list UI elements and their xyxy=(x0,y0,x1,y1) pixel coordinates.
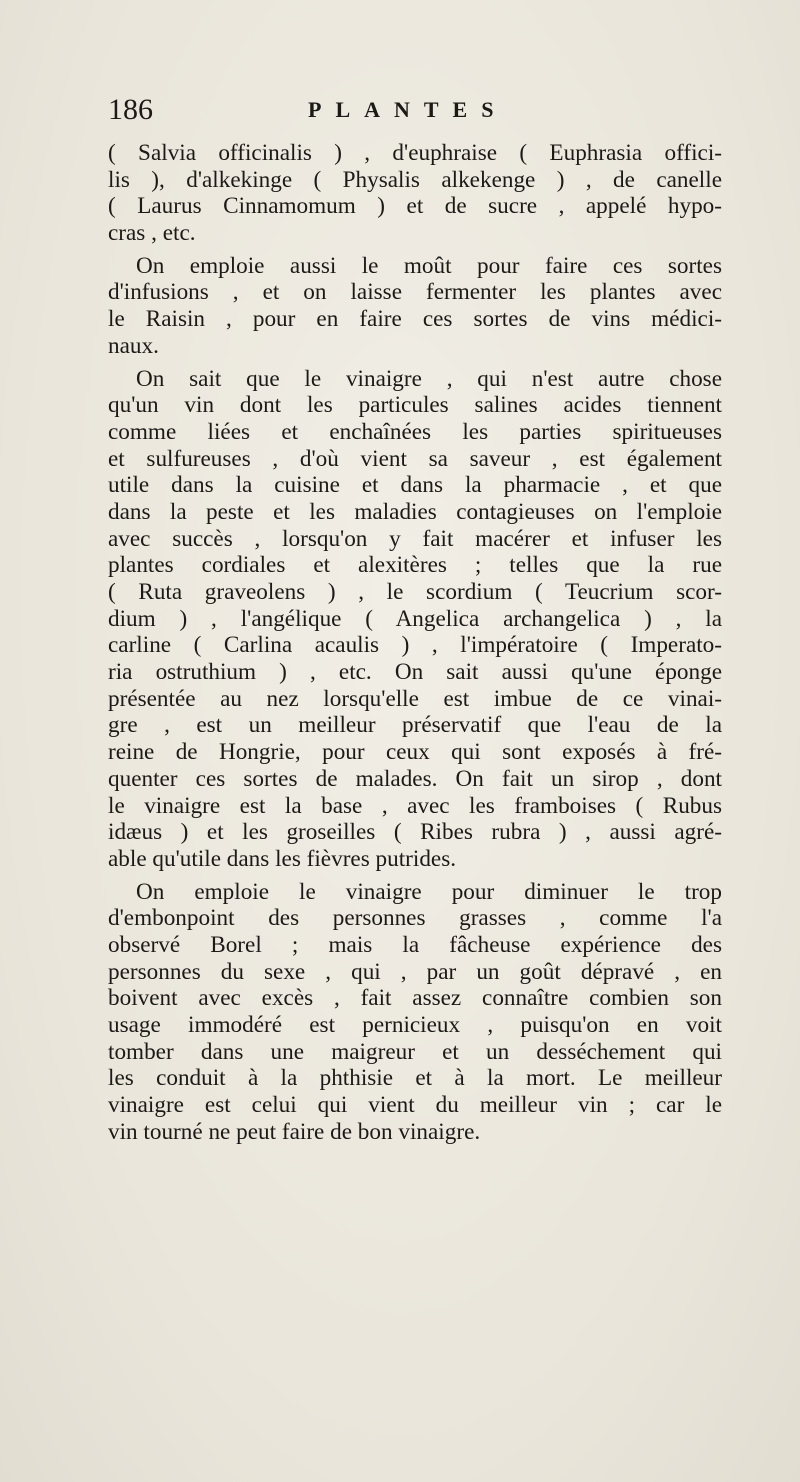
paragraph xyxy=(108,253,722,360)
text-line: observé Borel ; mais la fâcheuse expérience des xyxy=(108,931,722,958)
text-line: ( Ruta graveolens ) , le scordium ( Teucrium scor- xyxy=(108,579,722,605)
text-line: naux. xyxy=(108,332,159,359)
text-line: dium ) , l'angélique ( Angelica archangelica ) , la xyxy=(108,605,722,632)
running-head: PLANTES xyxy=(308,97,508,122)
text-line: ria ostruthium ) , etc. On sait aussi qu'une éponge xyxy=(108,659,722,686)
text-line: qu'un vin dont les particules salines acides tiennent xyxy=(108,392,722,419)
text-line: comme liées et enchaînées les parties spiritueuses xyxy=(108,418,722,445)
text-line: le Raisin , pour en faire ces sortes de vins médici- xyxy=(108,306,722,333)
text-line: d'embonpoint des personnes grasses , comme l'a xyxy=(108,905,722,932)
text-line: idæus ) et les groseilles ( Ribes rubra ) , aussi agré- xyxy=(108,819,722,846)
text-line: utile dans la cuisine et dans la pharmacie , et que xyxy=(108,472,722,499)
text-line: lis ), d'alkekinge ( Physalis alkekenge ) , de canelle xyxy=(108,166,722,193)
text-line: reine de Hongrie, pour ceux qui sont exposés à fré- xyxy=(108,739,722,766)
text-line: vinaigre est celui qui vient du meilleur vin ; car le xyxy=(108,1092,722,1119)
text-line: On sait que le vinaigre , qui n'est autre chose xyxy=(136,365,722,392)
text-line: gre , est un meilleur préservatif que l'eau de la xyxy=(108,712,722,739)
text-line: et sulfureuses , d'où vient sa saveur , est également xyxy=(108,445,722,472)
text-line: personnes du sexe , qui , par un goût dépravé , en xyxy=(108,958,722,985)
paragraph xyxy=(108,140,722,247)
body-text xyxy=(108,140,722,1145)
text-line: vin tourné ne peut faire de bon vinaigre. xyxy=(108,1118,481,1145)
text-line: On emploie le vinaigre pour diminuer le trop xyxy=(136,878,722,905)
text-line: les conduit à la phthisie et à la mort. Le meilleur xyxy=(108,1065,722,1092)
text-line: avec succès , lorsqu'on y fait macérer et infuser les xyxy=(108,525,722,552)
text-line: boivent avec excès , fait assez connaître combien son xyxy=(108,985,722,1012)
text-line: présentée au nez lorsqu'elle est imbue de ce vinai- xyxy=(108,685,722,712)
text-line: ( Laurus Cinnamomum ) et de sucre , appelé hypo- xyxy=(108,193,722,220)
text-line: On emploie aussi le moût pour faire ces sortes xyxy=(136,252,722,279)
text-line: d'infusions , et on laisse fermenter les plantes avec xyxy=(108,279,722,306)
page-header xyxy=(108,90,720,130)
page-number: 186 xyxy=(108,93,153,126)
text-line: dans la peste et les maladies contagieuses on l'emploie xyxy=(108,498,722,525)
text-line: tomber dans une maigreur et un desséchement qui xyxy=(108,1038,722,1065)
text-line: ( Salvia officinalis ) , d'euphraise ( Euphrasia offici- xyxy=(108,140,722,166)
text-line: able qu'utile dans les fièvres putrides. xyxy=(108,845,457,872)
text-line: carline ( Carlina acaulis ) , l'impératoire ( Imperato- xyxy=(108,632,722,659)
text-line: le vinaigre est la base , avec les framboises ( Rubus xyxy=(108,792,722,819)
text-line: plantes cordiales et alexitères ; telles que la rue xyxy=(108,552,722,579)
paragraph xyxy=(108,879,722,1146)
text-line: usage immodéré est pernicieux , puisqu'on en voit xyxy=(108,1012,722,1038)
text-line: cras , etc. xyxy=(108,220,196,247)
text-line: quenter ces sortes de malades. On fait un sirop , dont xyxy=(108,765,722,792)
paragraph xyxy=(108,366,722,873)
